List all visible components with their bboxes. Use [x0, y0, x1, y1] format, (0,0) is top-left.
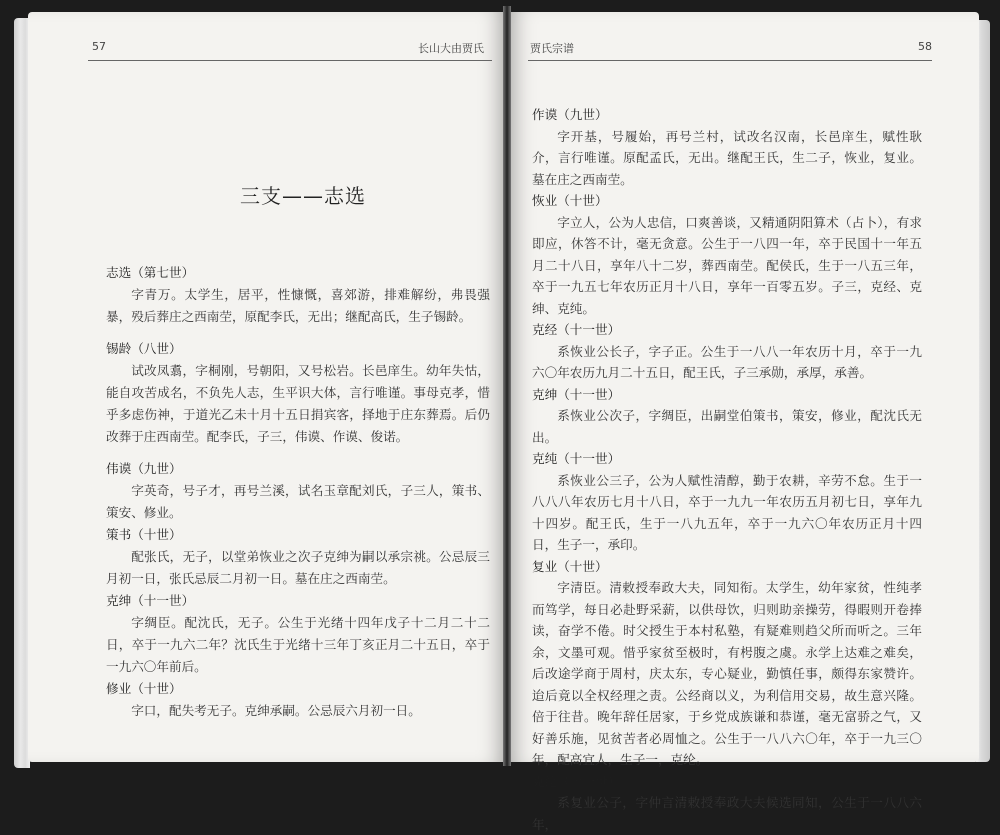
entry-body: 系复业公子，字仲言清敕授奉政大夫候选同知，公生于一八八六年，	[532, 795, 922, 832]
right-page-number: 58	[918, 40, 932, 53]
entry-body: 配张氏，无子，以堂弟恢业之次子克绅为嗣以承宗祧。公忌辰三月初一日，张氏忌辰二月初一日。墓在庄之西南茔。	[106, 549, 490, 586]
entry-body: 字立人，公为人忠信，口爽善谈，又精通阴阳算术（占卜），有求即应，休答不计，毫无贪意。公生于一八四一年，卒于民国十一年五月二十八日，享年八十二岁，葬西南茔。配侯氏，生于一八五三年，卒于一九五七年农历正月十八日，享年一百零五岁。子三，克经、克绅、克纯。	[532, 214, 922, 316]
entry-heading: 锡龄（八世）	[106, 341, 182, 356]
entry-heading: 克绅（十一世）	[106, 593, 195, 608]
entry-body: 字清臣。清敕授奉政大夫，同知衔。太学生，幼年家贫，性纯孝而笃学，每日必赴野采薪，以供母饮，归则助亲操劳，得暇则开卷捧读，奋学不倦。时父授生于本村私塾，有疑难则趋父所而听之。三年余，文墨可观。惜乎家贫至极时，有枵腹之虞。永学上达难之难矣，后改途学商于周村，庆太东，专心疑业，勤慎任事，颇得东家赞许。迨后竟以全权经理之责。公经商以义，为利信用交易，故生意兴隆。倍于往昔。晚年辞任居家，于乡党成族谦和恭谨，毫无富骄之气，又好善乐施，见贫苦者必周恤之。公生于一八八六〇年，卒于一九三〇年，配高宜人，生子一，克纶。	[532, 580, 922, 767]
entry-body: 字口，配失考无子。克绅承嗣。公忌辰六月初一日。	[131, 703, 421, 718]
entry-body: 系恢业公次子，字绸臣，出嗣堂伯策书，策安，修业，配沈氏无出。	[532, 408, 922, 445]
entry-body: 字青万。太学生，居平，性慷慨，喜郊游，排难解纷，弗畏强暴，殁后葬庄之西南茔，原配李氏，无出；继配高氏，生子锡龄。	[106, 287, 490, 324]
left-page-number: 57	[92, 40, 106, 53]
entry-heading: 复业（十世）	[532, 558, 608, 574]
entry-heading: 策书（十世）	[106, 527, 182, 542]
entry-heading: 恢业（十世）	[532, 193, 608, 208]
left-text-column	[106, 262, 490, 722]
entry-body: 字英奇，号子才，再号兰溪，试名玉章配刘氏，子三人，策书、策安、修业。	[106, 483, 490, 520]
left-header-rule	[88, 60, 492, 61]
entry-heading: 克绅（十一世）	[532, 386, 621, 402]
entry-body: 字开基，号履始，再号兰村，试改名汉南，长邑庠生，赋性耿介，言行唯谨。原配孟氏，无出。继配王氏，生二子，恢业，复业。墓在庄之西南茔。	[532, 128, 922, 187]
entry-heading: 志选（第七世）	[106, 265, 195, 280]
entry-heading: 克经（十一世）	[532, 322, 621, 337]
entry-heading: 作谟（九世）	[532, 107, 608, 122]
right-running-head: 贾氏宗谱	[530, 42, 574, 55]
chapter-title: 三支——志选	[240, 184, 366, 208]
entry-body: 系恢业公长子，字子正。公生于一八八一年农历十月，卒于一九六〇年农历九月二十五日，配王氏，子三承勋，承厚，承善。	[532, 343, 922, 380]
left-running-head: 长山大由贾氏	[418, 42, 484, 55]
entry-body: 试改凤翥，字桐刚，号朝阳，又号松岩。长邑庠生。幼年失怙，能自攻苦成名，不负先人志，生平识大体，言行唯谨。事母克孝，惜乎多虑伤神，于道光乙未十月十五日捐宾客，择地于庄东葬焉。后仍改葬于庄西南茔。配李氏，子三，伟谟、作谟、俊诺。	[106, 363, 490, 444]
right-header-rule	[528, 60, 932, 61]
entry-body: 字绸臣。配沈氏，无子。公生于光绪十四年戊子十二月二十二日，卒于一九六二年？沈氏生于光绪十三年丁亥正月二十五日，卒于一九六〇年前后。	[106, 615, 490, 674]
right-text-column	[532, 104, 922, 835]
entry-heading: 克纯（十一世）	[532, 451, 621, 466]
entry-heading: 修业（十世）	[106, 681, 182, 696]
entry-heading: 克纶（十一世）	[532, 773, 621, 789]
book-gutter	[503, 6, 511, 766]
entry-heading: 伟谟（九世）	[106, 461, 182, 476]
entry-body: 系恢业公三子，公为人赋性清醇，勤于农耕，辛劳不怠。生于一八八八年农历七月十八日，卒于一九九一年农历五月初七日，享年九十四岁。配王氏，生于一八九五年，卒于一九六〇年农历正月十四日，生子一，承印。	[532, 472, 922, 552]
